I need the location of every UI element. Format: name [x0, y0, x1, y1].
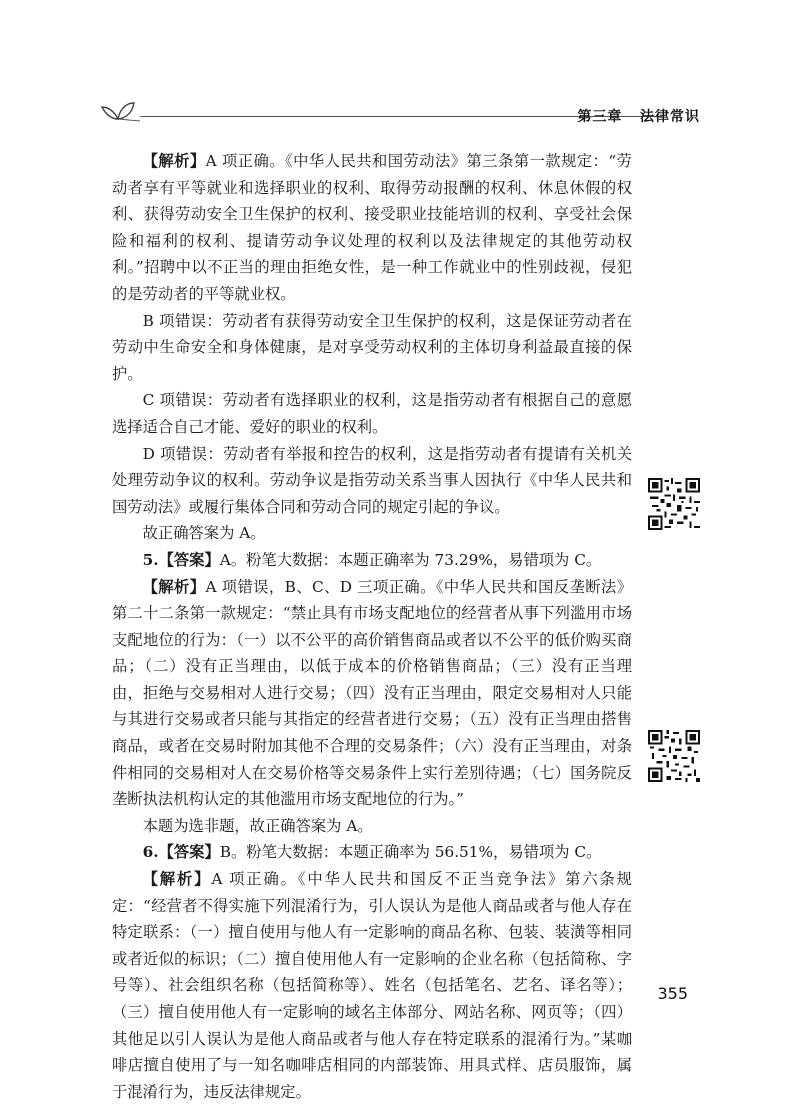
paragraph-text: D 项错误：劳动者有举报和控告的权利，这是指劳动者有提请有关机关处理劳动争议的权利。劳动争议是指劳动关系当事人因执行《中华人民共和国劳动法》或履行集体合同和劳动合同的规定引起的争议。: [112, 444, 632, 516]
paragraph-tag: 【解析】: [142, 577, 206, 596]
paragraph-text: A。粉笔大数据：本题正确率为 73.29%，易错项为 C。: [219, 550, 602, 569]
paragraph: [112, 441, 632, 521]
paragraph: [112, 520, 632, 547]
paragraph-tag: 【解析】: [142, 152, 206, 170]
paragraph-text: A 项正确。《中华人民共和国反不正当竞争法》第六条规定：“经营者不得实施下列混淆行为，引人误认为是他人商品或者与他人存在特定联系：（一）擅自使用与他人有一定影响的商品名称、包装、装潢等相同或者近似的标识；（二）擅自使用他人有一定影响的企业名称（包括简称、字号等）、社会组织名称（包括简称等）、姓名（包括笔名、艺名、译名等）；（三）擅自使用他人有一定影响的域名主体部分、网站名称、网页等；（四）其他足以引人误认为是他人商品或者与他人存在特定联系的混淆行为。”某咖啡店擅自使用了与一知名咖啡店相同的内部装饰、用具式样、店员服饰，属于混淆行为，违反法律规定。: [112, 870, 632, 1101]
paragraph-text: B。粉笔大数据：本题正确率为 56.51%，易错项为 C。: [219, 843, 602, 862]
paragraph-text: A 项正确。《中华人民共和国劳动法》第三条第一款规定：“劳动者享有平等就业和选择职业的权利、取得劳动报酬的权利、休息休假的权利、获得劳动安全卫生保护的权利、接受职业技能培训的权利、享受社会保险和福利的权利、提请劳动争议处理的权利以及法律规定的其他劳动权利。”招聘中以不正当的理由拒绝女性，是一种工作就业中的性别歧视，侵犯的是劳动者的平等就业权。: [112, 152, 632, 303]
paragraph-text: 本题为选非题，故正确答案为 A。: [142, 816, 373, 835]
answer-line-6: [112, 839, 632, 866]
paragraph-text: C 项错误：劳动者有选择职业的权利，这是指劳动者有根据自己的意愿选择适合自己才能、爱好的职业的权利。: [112, 391, 632, 436]
qr-code-icon[interactable]: [648, 730, 700, 782]
paragraph-tag: 6.【答案】: [142, 843, 220, 862]
page-number: 355: [657, 984, 688, 1003]
chapter-number: 第三章: [577, 109, 623, 125]
paragraph-text: 故正确答案为 A。: [142, 524, 266, 543]
paragraph-text: A 项错误，B、C、D 三项正确。《中华人民共和国反垄断法》第二十二条第一款规定：“禁止具有市场支配地位的经营者从事下列滥用市场支配地位的行为：（一）以不公平的高价销售商品或者以不公平的低价购买商品；（二）没有正当理由，以低于成本的价格销售商品；（三）没有正当理由，拒绝与交易相对人进行交易；（四）没有正当理由，限定交易相对人只能与其进行交易或者只能与其指定的经营者进行交易；（五）没有正当理由搭售商品，或者在交易时附加其他不合理的交易条件；（六）没有正当理由，对条件相同的交易相对人在交易价格等交易条件上实行差别待遇；（七）国务院反垄断执法机构认定的其他滥用市场支配地位的行为。”: [112, 577, 632, 809]
paragraph: [112, 308, 632, 388]
chapter-label: [577, 106, 700, 126]
paragraph: [112, 813, 632, 840]
paragraph: [112, 148, 632, 308]
leaf-sprout-icon: [100, 95, 140, 123]
paragraph: [112, 866, 632, 1105]
paragraph: [112, 387, 632, 440]
page-body: [112, 148, 632, 1105]
paragraph-text: B 项错误：劳动者有获得劳动安全卫生保护的权利，这是保证劳动者在劳动中生命安全和身体健康，是对享受劳动权利的主体切身利益最直接的保护。: [112, 311, 632, 383]
page-header: [100, 95, 700, 125]
paragraph-tag: 5.【答案】: [142, 550, 220, 569]
qr-code-icon[interactable]: [648, 478, 700, 530]
chapter-title: 法律常识: [640, 109, 700, 125]
paragraph-tag: 【解析】: [142, 870, 212, 889]
answer-line-5: [112, 547, 632, 574]
paragraph: [112, 574, 632, 813]
